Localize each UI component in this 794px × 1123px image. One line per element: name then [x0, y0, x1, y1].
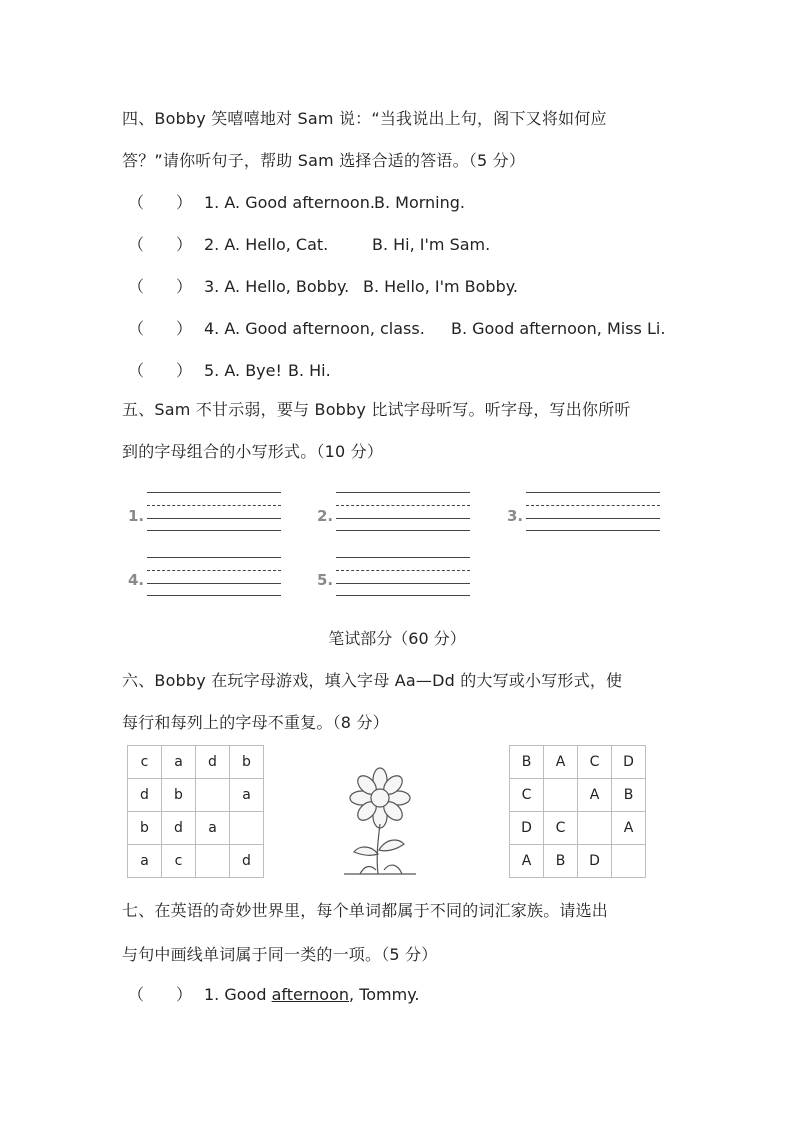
grid-cell[interactable]: D [510, 812, 544, 845]
grid-cell[interactable]: C [510, 779, 544, 812]
writing-number: 1. [128, 507, 145, 525]
section5-heading-line1: 五、Sam 不甘示弱，要与 Bobby 比试字母听写。听字母，写出你所听 [122, 400, 631, 419]
grid-cell[interactable]: C [578, 746, 612, 779]
section4-heading-line1: 四、Bobby 笑嘻嘻地对 Sam 说：“当我说出上句，阁下又将如何应 [122, 109, 607, 128]
grid-cell[interactable]: a [128, 845, 162, 878]
grid-cell[interactable]: d [162, 812, 196, 845]
question-row [128, 274, 518, 297]
written-part-title: 笔试部分（60 分） [328, 629, 466, 648]
option-a: 1. A. Good afternoon. [204, 193, 375, 212]
underlined-word: afternoon [271, 985, 350, 1004]
option-b: B. Hello, I'm Bobby. [363, 277, 519, 296]
writing-number: 2. [317, 507, 334, 525]
question-text-pre: 1. Good [204, 985, 272, 1004]
grid-cell[interactable]: d [230, 845, 264, 878]
option-b: B. Hi. [288, 361, 331, 380]
answer-paren[interactable]: （ ） [128, 985, 193, 1004]
flower-icon [340, 766, 420, 878]
answer-paren[interactable]: （ ） [128, 235, 193, 254]
grid-cell[interactable] [612, 845, 646, 878]
question-row [128, 232, 490, 255]
option-b: B. Hi, I'm Sam. [372, 235, 491, 254]
question-row [128, 316, 665, 339]
grid-cell[interactable]: b [162, 779, 196, 812]
grid-cell[interactable]: B [510, 746, 544, 779]
option-a: 4. A. Good afternoon, class. [204, 319, 425, 338]
section5-heading-line2: 到的字母组合的小写形式。（10 分） [122, 442, 384, 461]
writing-number: 3. [507, 507, 524, 525]
writing-number: 4. [128, 571, 145, 589]
section7-heading-line2: 与句中画线单词属于同一类的一项。（5 分） [122, 945, 438, 964]
grid-cell[interactable]: a [162, 746, 196, 779]
grid-cell[interactable]: D [612, 746, 646, 779]
section4-heading-line2: 答？”请你听句子，帮助 Sam 选择合适的答语。（5 分） [122, 151, 526, 170]
letter-grid-uppercase [509, 745, 646, 878]
grid-cell[interactable]: B [612, 779, 646, 812]
writing-lines[interactable] [336, 557, 470, 597]
grid-cell[interactable]: b [128, 812, 162, 845]
answer-paren[interactable]: （ ） [128, 277, 193, 296]
grid-cell[interactable]: c [128, 746, 162, 779]
writing-lines[interactable] [147, 492, 281, 532]
option-a: 5. A. Bye! [204, 361, 282, 380]
letter-grid-lowercase [127, 745, 264, 878]
writing-lines[interactable] [526, 492, 660, 532]
question-row [128, 982, 419, 1005]
answer-paren[interactable]: （ ） [128, 319, 193, 338]
question-row [128, 358, 331, 381]
option-a: 3. A. Hello, Bobby. [204, 277, 350, 296]
option-b: B. Good afternoon, Miss Li. [451, 319, 666, 338]
grid-cell[interactable]: d [196, 746, 230, 779]
grid-cell[interactable] [578, 812, 612, 845]
grid-cell[interactable]: d [128, 779, 162, 812]
grid-cell[interactable]: A [510, 845, 544, 878]
section6-heading-line1: 六、Bobby 在玩字母游戏，填入字母 Aa—Dd 的大写或小写形式，使 [122, 671, 623, 690]
question-row [128, 190, 465, 213]
option-a: 2. A. Hello, Cat. [204, 235, 329, 254]
grid-cell[interactable]: B [544, 845, 578, 878]
grid-cell[interactable]: a [196, 812, 230, 845]
grid-cell[interactable] [230, 812, 264, 845]
grid-cell[interactable]: A [578, 779, 612, 812]
section6-heading-line2: 每行和每列上的字母不重复。（8 分） [122, 713, 389, 732]
grid-cell[interactable] [196, 845, 230, 878]
answer-paren[interactable]: （ ） [128, 361, 193, 380]
writing-number: 5. [317, 571, 334, 589]
section7-heading-line1: 七、在英语的奇妙世界里，每个单词都属于不同的词汇家族。请选出 [122, 901, 609, 920]
writing-lines[interactable] [147, 557, 281, 597]
grid-cell[interactable] [544, 779, 578, 812]
grid-cell[interactable]: A [612, 812, 646, 845]
grid-cell[interactable]: C [544, 812, 578, 845]
grid-cell[interactable] [196, 779, 230, 812]
grid-cell[interactable]: b [230, 746, 264, 779]
option-b: B. Morning. [374, 193, 466, 212]
grid-cell[interactable]: A [544, 746, 578, 779]
question-text-post: , Tommy. [349, 985, 420, 1004]
grid-cell[interactable]: c [162, 845, 196, 878]
grid-cell[interactable]: a [230, 779, 264, 812]
answer-paren[interactable]: （ ） [128, 193, 193, 212]
writing-lines[interactable] [336, 492, 470, 532]
grid-cell[interactable]: D [578, 845, 612, 878]
